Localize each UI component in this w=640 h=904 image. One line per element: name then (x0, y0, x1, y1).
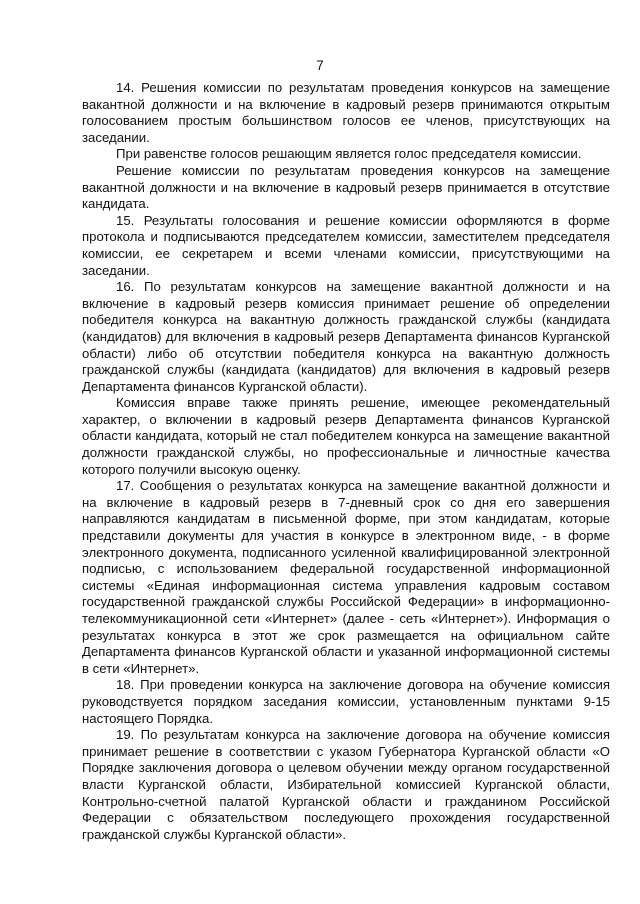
paragraph-recommendation: Комиссия вправе также принять решение, имеющее рекомендательный характер, о включении в кадровый резерв Департамента финансов Курганской области кандидата, который не стал победителем конкурса на замещение вакантной должности гражданской службы, но профессиональные и личностные качества которого получили высокую оценку. (82, 395, 610, 477)
paragraph-15: 15. Результаты голосования и решение комиссии оформляются в форме протокола и подписываются председателем комиссии, заместителем председателя комиссии, ее секретарем и всеми членами комиссии, присутствующими на заседании. (82, 212, 610, 278)
paragraph-tie-vote: При равенстве голосов решающим является голос председателя комиссии. (116, 146, 582, 162)
paragraph-absence: Решение комиссии по результатам проведения конкурсов на замещение вакантной должности и на включение в кадровый резерв принимается в отсутствие кандидата. (82, 162, 610, 212)
paragraph-17: 17. Сообщения о результатах конкурса на замещение вакантной должности и на включение в кадровый резерв в 7-дневный срок со дня его завершения направляются кандидатам в письменной форме, при этом кандидатам, которые представили документы для участия в конкурсе в электронном виде, - в форме электронного документа, подписанного усиленной квалифицированной электронной подписью, с использованием федеральной государственной информационной системы «Единая информационная система управления кадровым составом государственной гражданской службы Российской Федерации» в информационно-телекоммуникационной сети «Интернет» (далее - сеть «Интернет»). Информация о результатах конкурса в этот же срок размещается на официальном сайте Департамента финансов Курганской области и указанной информационной системы в сети «Интернет». (82, 478, 610, 676)
paragraph-19: 19. По результатам конкурса на заключение договора на обучение комиссия принимает решение в соответствии с указом Губернатора Курганской области «О Порядке заключения договора о целевом обучении между органом государственной власти Курганской области, Избирательной комиссией Курганской области, Контрольно-счетной палатой Курганской области и гражданином Российской Федерации с обязательством последующего прохождения государственной гражданской службы Курганской области». (82, 727, 610, 842)
page-number: 7 (316, 58, 324, 73)
document-body (82, 80, 610, 843)
paragraph-16: 16. По результатам конкурсов на замещение вакантной должности и на включение в кадровый резерв комиссия принимает решение об определении победителя конкурса на вакантную должность гражданской службы (кандидата (кандидатов) для включения в кадровый резерв Департамента финансов Курганской области) либо об отсутствии победителя конкурса на вакантную должность гражданской службы (кандидата (кандидатов) для включения в кадровый резерв Департамента финансов Курганской области). (82, 279, 610, 394)
paragraph-18: 18. При проведении конкурса на заключение договора на обучение комиссия руководствуется порядком заседания комиссии, установленным пунктами 9-15 настоящего Порядка. (82, 677, 610, 726)
paragraph-14: 14. Решения комиссии по результатам проведения конкурсов на замещение вакантной должности и на включение в кадровый резерв принимаются открытым голосованием простым большинством голосов ее членов, присутствующих на заседании. (82, 80, 610, 145)
